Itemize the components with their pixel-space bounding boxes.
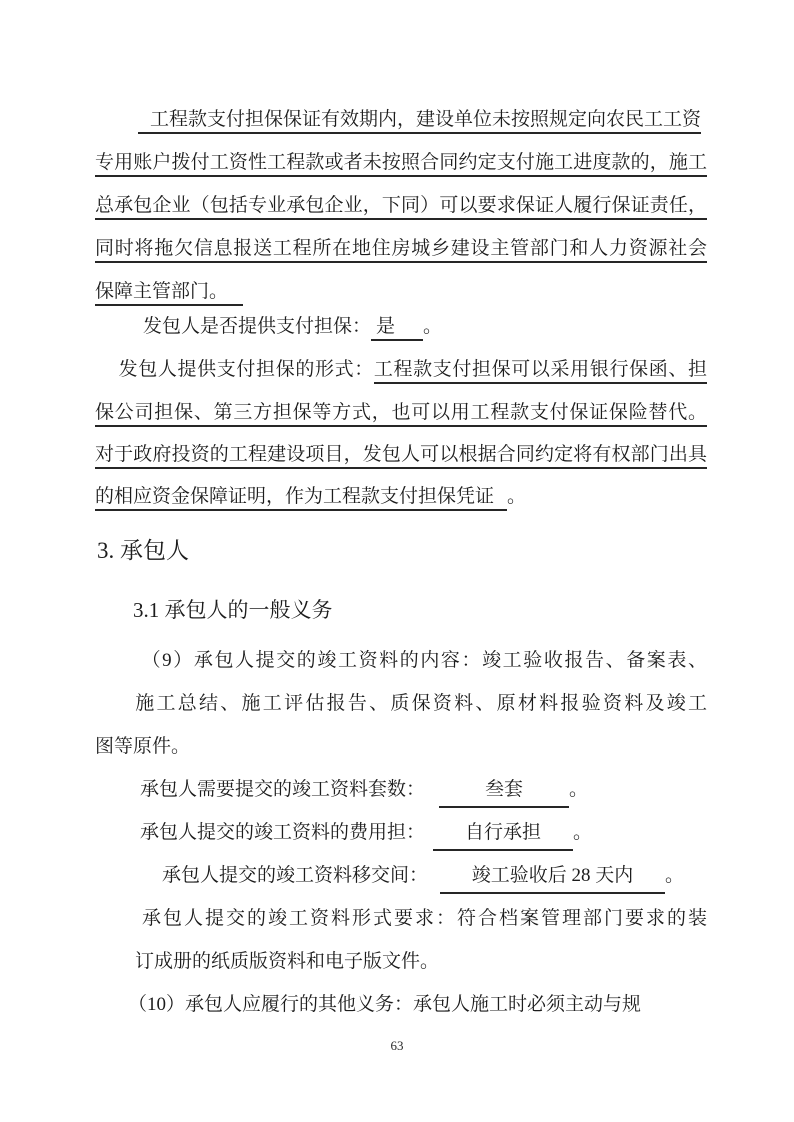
item10-line-1 <box>95 991 707 1019</box>
period: 。 <box>665 865 685 886</box>
guarantee-para-line-5 <box>95 278 707 306</box>
fill-in-value: 是 <box>371 316 423 341</box>
guarantee-para-line-3 <box>95 192 707 220</box>
underlined-text: 保障主管部门。 <box>95 281 243 306</box>
underlined-text: 专用账户拨付工资性工程款或者未按照合同约定支付施工进度款的，施工 <box>95 152 707 177</box>
item9-line-3 <box>95 733 707 761</box>
fill-in-row-handover <box>95 862 707 894</box>
guarantee-para-line-2 <box>95 149 707 177</box>
underlined-text: 同时将拖欠信息报送工程所在地住房城乡建设主管部门和人力资源社会 <box>95 238 707 263</box>
underlined-text: 的相应资金保障证明，作为工程款支付担保凭证 <box>95 486 507 511</box>
field-label: 承包人需要提交的竣工资料套数： <box>140 779 426 800</box>
format-req-line-1 <box>95 905 707 933</box>
guarantee-form-line-4 <box>95 483 707 511</box>
fill-in-value: 竣工验收后 28 天内 <box>471 865 634 886</box>
item9-line-2 <box>95 690 707 718</box>
guarantee-form-line-2 <box>95 399 707 427</box>
fill-in-value: 叁套 <box>485 779 524 800</box>
fill-in-blank <box>433 819 573 851</box>
body-text: （10）承包人应履行的其他义务：承包人施工时必须主动与规 <box>128 994 642 1015</box>
fill-in-value: 自行承担 <box>465 822 542 843</box>
first-line-indent <box>95 1009 128 1010</box>
item9-line-1 <box>95 647 707 675</box>
field-label: 承包人提交的竣工资料的费用担： <box>140 822 426 843</box>
body-text: 承包人提交的竣工资料形式要求：符合档案管理部门要求的装 <box>140 908 707 929</box>
guarantee-form-line-3 <box>95 441 707 469</box>
period: 。 <box>423 316 443 337</box>
field-label: 发包人是否提供支付担保： <box>143 316 372 337</box>
first-line-indent <box>95 124 138 125</box>
period: 。 <box>507 486 527 507</box>
body-text: 施工总结、施工评估报告、质保资料、原材料报验资料及竣工 <box>133 693 707 714</box>
first-line-indent <box>95 665 140 666</box>
guarantee-para-line-1 <box>95 106 707 134</box>
field-label: 承包人提交的竣工资料移交间： <box>162 865 429 886</box>
guarantee-para-line-4 <box>95 235 707 263</box>
guarantee-form-line-1 <box>95 356 707 384</box>
page-number: 63 <box>390 1038 404 1053</box>
first-line-indent <box>95 837 140 838</box>
fill-in-row-cost <box>95 819 707 851</box>
period: 。 <box>569 779 589 800</box>
underlined-text: 总承包企业（包括专业承包企业，下同）可以要求保证人履行保证责任， <box>95 195 707 220</box>
underlined-text: 工程款支付担保保证有效期内，建设单位未按照规定向农民工工资 <box>138 109 701 134</box>
period: 。 <box>573 822 593 843</box>
fill-in-blank <box>440 862 665 894</box>
underlined-text: 对于政府投资的工程建设项目，发包人可以根据合同约定将有权部门出具 <box>95 444 707 469</box>
underlined-text: 保公司担保、第三方担保等方式，也可以用工程款支付保证保险替代。 <box>95 402 707 427</box>
first-line-indent <box>95 374 118 375</box>
section-subheading: 3.1 承包人的一般义务 <box>133 598 333 622</box>
body-text: （9）承包人提交的竣工资料的内容：竣工验收报告、备案表、 <box>140 650 707 671</box>
fill-in-row-sets <box>95 776 707 808</box>
field-label: 发包人提供支付担保的形式： <box>118 359 374 380</box>
format-req-line-2 <box>95 948 707 976</box>
section-heading: 3. 承包人 <box>97 538 189 563</box>
line-indent <box>95 966 135 967</box>
first-line-indent <box>95 331 143 332</box>
body-text: 订成册的纸质版资料和电子版文件。 <box>135 951 440 972</box>
first-line-indent <box>95 880 162 881</box>
fill-in-blank <box>439 776 569 808</box>
underlined-text: 工程款支付担保可以采用银行保函、担 <box>374 359 707 384</box>
first-line-indent <box>95 794 140 795</box>
first-line-indent <box>95 923 140 924</box>
payment-guarantee-question-line <box>95 313 707 341</box>
line-indent <box>95 708 133 709</box>
body-text: 图等原件。 <box>95 736 191 757</box>
